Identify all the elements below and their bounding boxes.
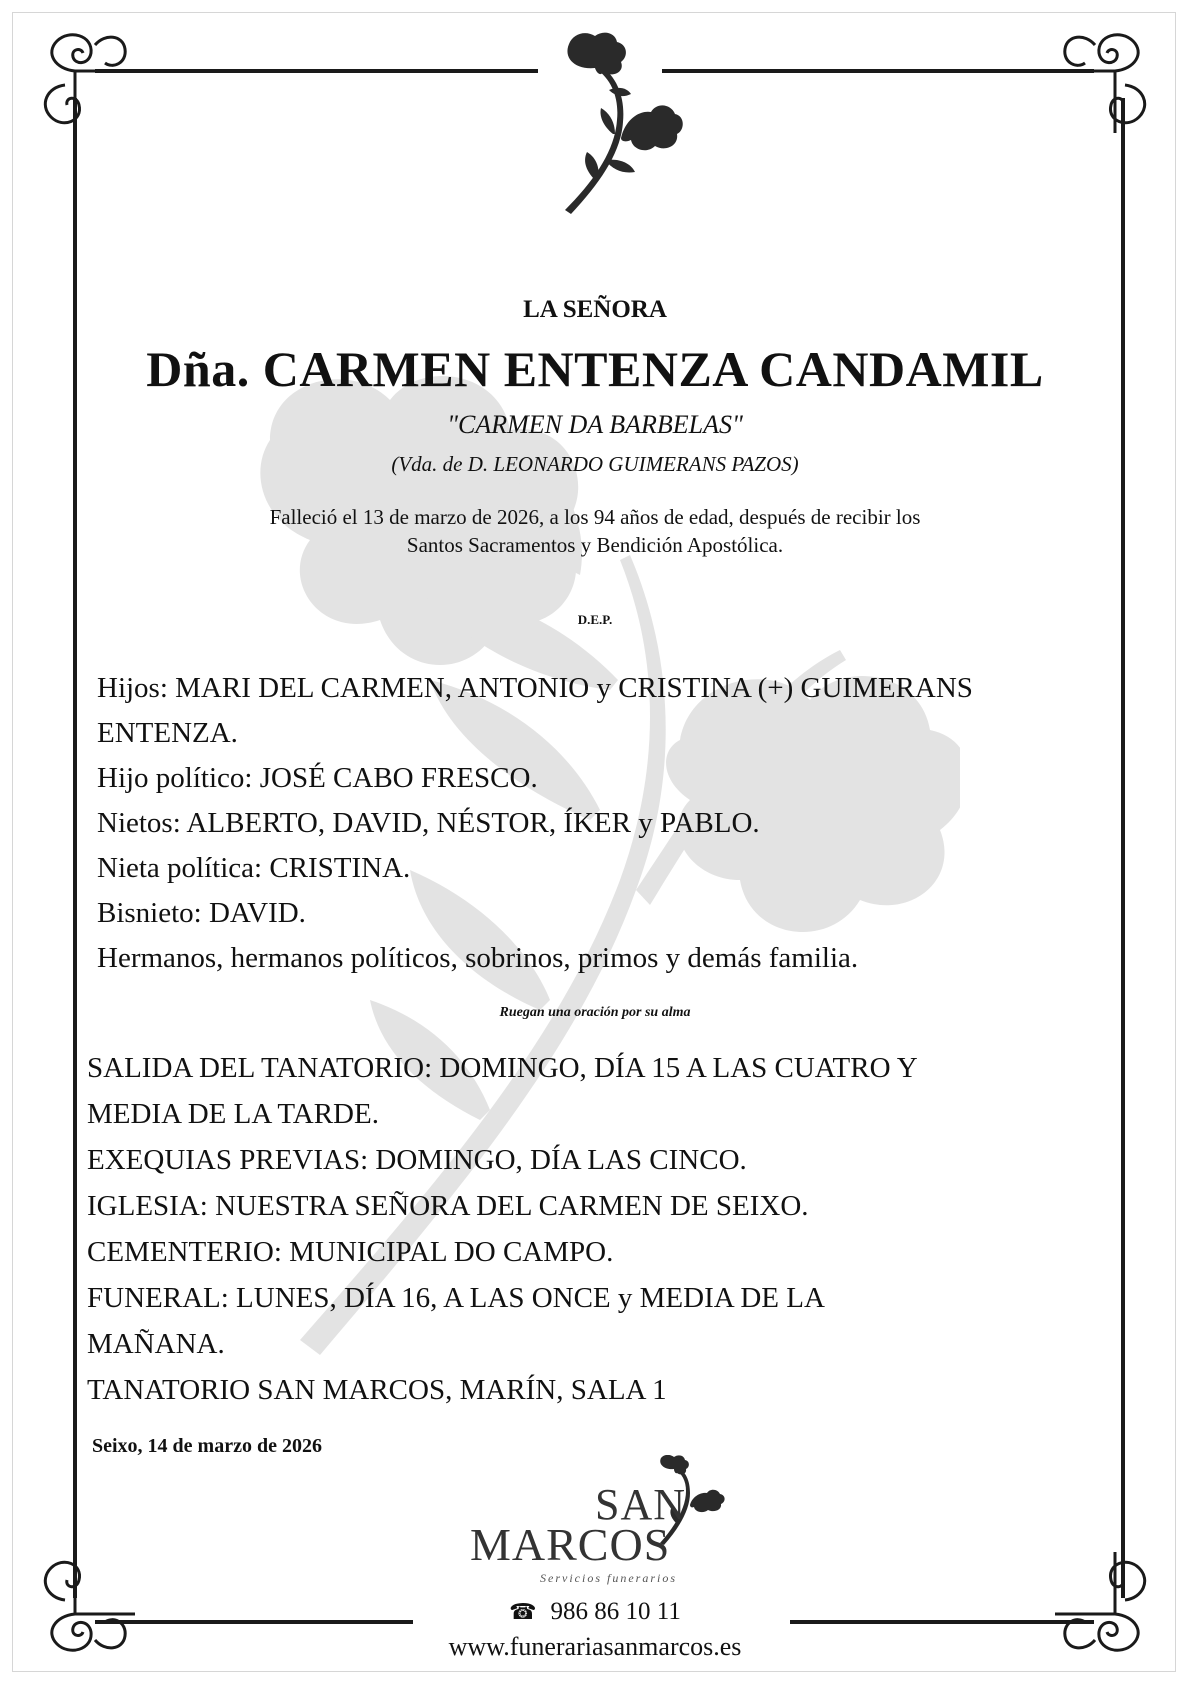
telephone-icon: ☎: [509, 1599, 537, 1624]
honorific-heading: LA SEÑORA: [523, 296, 667, 323]
phone-number: 986 86 10 11: [550, 1598, 681, 1625]
dateline: Seixo, 14 de marzo de 2026: [92, 1435, 322, 1457]
service-line: TANATORIO SAN MARCOS, MARÍN, SALA 1: [87, 1374, 667, 1406]
service-line: EXEQUIAS PREVIAS: DOMINGO, DÍA LAS CINCO.: [87, 1144, 747, 1176]
family-line: Hermanos, hermanos políticos, sobrinos, primos y demás familia.: [97, 942, 859, 974]
service-line: CEMENTERIO: MUNICIPAL DO CAMPO.: [87, 1236, 614, 1268]
rip-abbreviation: D.E.P.: [577, 612, 613, 627]
family-line: Hijo político: JOSÉ CABO FRESCO.: [97, 762, 538, 794]
family-line: Nieta política: CRISTINA.: [97, 852, 411, 884]
corner-ornament-top-right: [1055, 25, 1155, 135]
death-notice-line-1: Falleció el 13 de marzo de 2026, a los 94 años de edad, después de recibir los: [269, 505, 921, 529]
funeral-home-logo: [470, 1455, 730, 1590]
frame-top-left-line: [95, 69, 538, 73]
family-line: Bisnieto: DAVID.: [97, 897, 306, 929]
deceased-alias: "CARMEN DA BARBELAS": [447, 410, 743, 439]
death-notice-line-2: Santos Sacramentos y Bendición Apostólica.: [406, 533, 784, 557]
widow-of-line: (Vda. de D. LEONARDO GUIMERANS PAZOS): [391, 452, 799, 476]
frame-top-right-line: [662, 69, 1094, 73]
flower-ornament-top: [555, 30, 685, 215]
service-line: FUNERAL: LUNES, DÍA 16, A LAS ONCE y MEDIA DE LA: [87, 1282, 825, 1314]
deceased-name: Dña. CARMEN ENTENZA CANDAMIL: [146, 341, 1044, 397]
service-line: MEDIA DE LA TARDE.: [87, 1098, 379, 1130]
corner-ornament-top-left: [35, 25, 135, 135]
website-link[interactable]: www.funerariasanmarcos.es: [448, 1632, 742, 1661]
family-line: ENTENZA.: [97, 717, 238, 749]
phone-line: [0, 1598, 1190, 1626]
family-list: [97, 666, 1097, 981]
service-line: SALIDA DEL TANATORIO: DOMINGO, DÍA 15 A LAS CUATRO Y: [87, 1052, 918, 1084]
logo-tagline: Servicios funerarios: [540, 1571, 677, 1585]
death-notice: [0, 503, 1190, 559]
prayer-request: Ruegan una oración por su alma: [499, 1005, 691, 1020]
logo-text-marcos: MARCOS: [470, 1519, 671, 1570]
service-line: MAÑANA.: [87, 1328, 225, 1360]
family-line: Hijos: MARI DEL CARMEN, ANTONIO y CRISTINA (+) GUIMERANS: [97, 672, 973, 704]
family-line: Nietos: ALBERTO, DAVID, NÉSTOR, ÍKER y PABLO.: [97, 807, 760, 839]
services-list: [87, 1045, 1097, 1413]
service-line: IGLESIA: NUESTRA SEÑORA DEL CARMEN DE SEIXO.: [87, 1190, 809, 1222]
logo-text-san: SAN: [595, 1480, 687, 1529]
